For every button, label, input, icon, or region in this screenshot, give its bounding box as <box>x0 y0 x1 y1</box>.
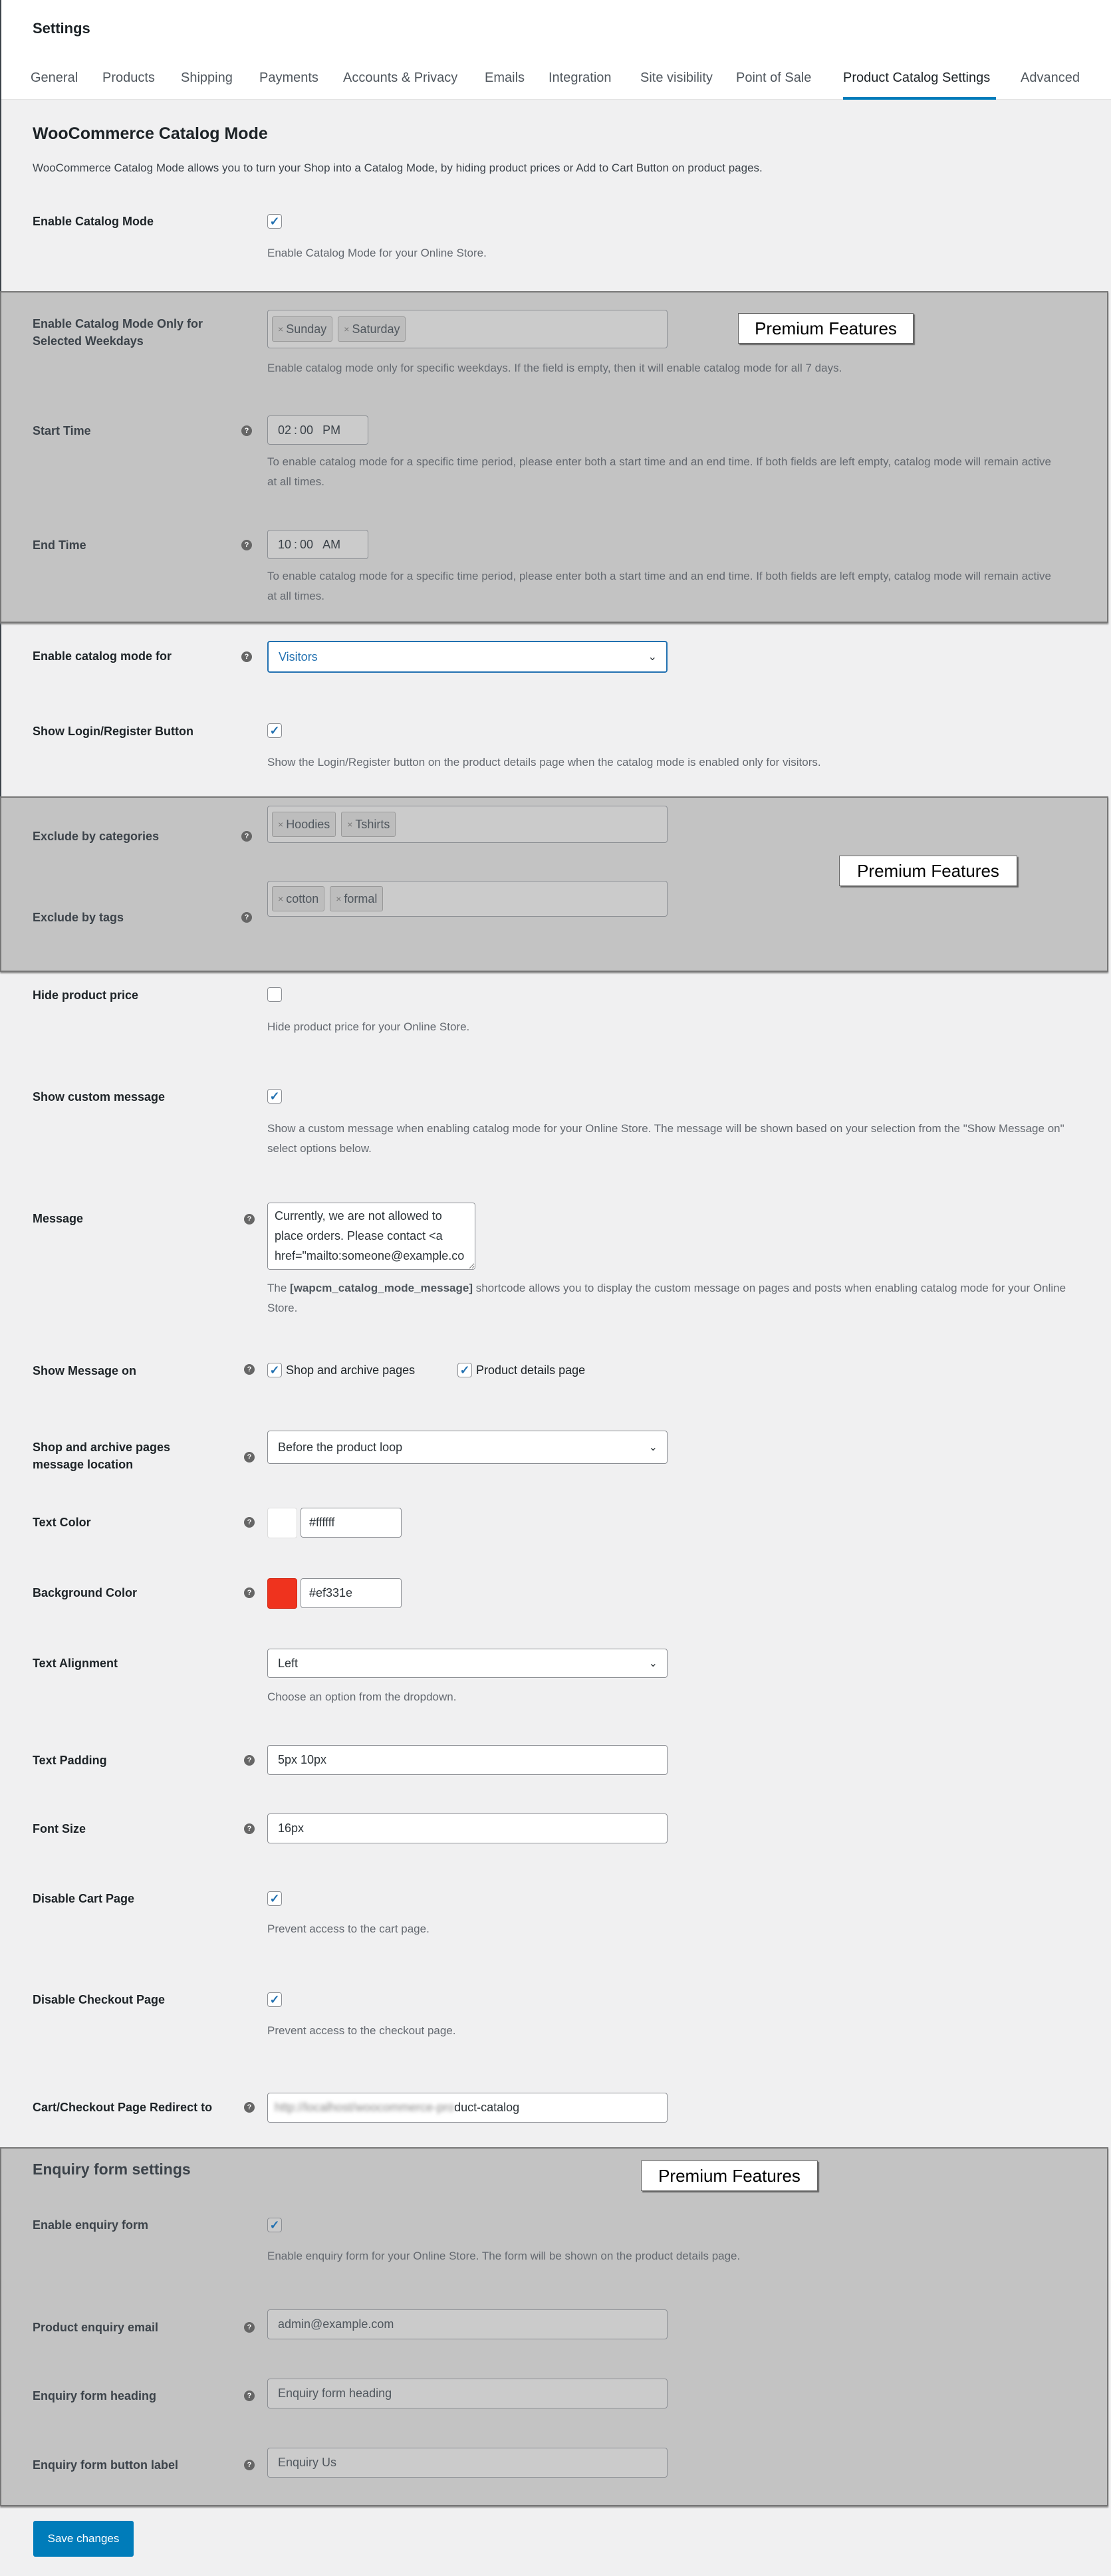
tab-emails[interactable]: Emails <box>485 70 525 85</box>
login-register-checkbox[interactable] <box>267 723 282 738</box>
enquiry-section-title: Enquiry form settings <box>33 2161 191 2178</box>
help-circle-icon[interactable]: ? <box>241 540 252 550</box>
hide-price-desc: Hide product price for your Online Store. <box>267 1020 470 1033</box>
end-time-desc: To enable catalog mode for a specific time period, please enter both a start time and an end time. If both fields are left empty, catalog mode will remain active at all times. <box>267 570 1051 602</box>
help-circle-icon[interactable]: ? <box>244 1214 255 1225</box>
help-circle-icon[interactable]: ? <box>244 2391 255 2401</box>
start-time-desc: To enable catalog mode for a specific time period, please enter both a start time and an end time. If both fields are left empty, catalog mode will remain active at all times. <box>267 455 1051 488</box>
hide-price-checkbox[interactable] <box>267 987 282 1002</box>
tab-point-of-sale[interactable]: Point of Sale <box>736 70 812 85</box>
enable-enquiry-checkbox[interactable] <box>267 2218 282 2232</box>
check-icon: ✓ <box>269 1993 280 2006</box>
enable-catalog-mode-checkbox[interactable] <box>267 214 282 229</box>
help-circle-icon[interactable]: ? <box>241 831 252 842</box>
start-time-label: Start Time <box>33 424 91 437</box>
remove-x-icon[interactable]: × <box>344 324 350 334</box>
tag-chip[interactable]: × cotton <box>272 886 324 911</box>
help-circle-icon[interactable]: ? <box>244 1517 255 1528</box>
premium-features-button[interactable]: Premium Features <box>839 856 1017 886</box>
end-time-input[interactable]: 10 : 00 AM <box>267 530 368 559</box>
text-color-label: Text Color <box>33 1516 91 1529</box>
premium-section-enquiry <box>0 2147 1108 2506</box>
enquiry-button-label-input[interactable]: Enquiry Us <box>267 2448 668 2478</box>
help-circle-icon[interactable]: ? <box>244 1364 255 1375</box>
enquiry-heading-input[interactable]: Enquiry form heading <box>267 2379 668 2408</box>
end-time-label: End Time <box>33 538 86 552</box>
help-circle-icon[interactable]: ? <box>241 912 252 923</box>
chevron-down-icon: ⌄ <box>648 1658 658 1669</box>
check-icon: ✓ <box>269 1363 280 1377</box>
message-location-select[interactable]: Before the product loop ⌄ <box>267 1431 668 1464</box>
help-circle-icon[interactable]: ? <box>244 1823 255 1834</box>
save-changes-button[interactable]: Save changes <box>33 2521 134 2557</box>
catalog-mode-for-select[interactable]: Visitors ⌄ <box>267 641 668 673</box>
exclude-categories-label: Exclude by categories <box>33 830 160 843</box>
text-alignment-label: Text Alignment <box>33 1657 118 1670</box>
weekday-chip[interactable]: × Saturday <box>338 316 406 342</box>
message-location-label: Shop and archive pages message location <box>33 1441 171 1471</box>
tab-site-visibility[interactable]: Site visibility <box>640 70 713 85</box>
custom-message-label: Show custom message <box>33 1090 166 1104</box>
font-size-label: Font Size <box>33 1822 86 1835</box>
tab-shipping[interactable]: Shipping <box>181 70 233 85</box>
active-tab-indicator <box>843 97 996 100</box>
premium-section-exclusions <box>0 796 1108 972</box>
redacted-url: http://localhost/woocommerce-pro <box>275 2101 455 2114</box>
text-color-input[interactable]: #ffffff <box>301 1508 402 1538</box>
message-desc: The [wapcm_catalog_mode_message] shortcode allows you to display the custom message on pages and posts when enabling catalog mode for your Online Store. <box>267 1282 1066 1314</box>
help-circle-icon[interactable]: ? <box>241 425 252 436</box>
tag-chip[interactable]: × formal <box>330 886 383 911</box>
disable-cart-checkbox[interactable] <box>267 1891 282 1906</box>
enable-enquiry-desc: Enable enquiry form for your Online Store. The form will be shown on the product details page. <box>267 2250 741 2262</box>
help-circle-icon[interactable]: ? <box>244 2102 255 2113</box>
shortcode: [wapcm_catalog_mode_message] <box>290 1282 473 1294</box>
show-on-shop-checkbox[interactable] <box>267 1363 282 1377</box>
hide-price-label: Hide product price <box>33 989 139 1002</box>
premium-section-schedule <box>0 291 1108 623</box>
bg-color-input[interactable]: #ef331e <box>301 1578 402 1608</box>
tab-general[interactable]: General <box>31 70 78 85</box>
remove-x-icon[interactable]: × <box>278 893 284 904</box>
enable-catalog-mode-desc: Enable Catalog Mode for your Online Store. <box>267 247 487 259</box>
weekdays-desc: Enable catalog mode only for specific weekdays. If the field is empty, then it will enable catalog mode for all 7 days. <box>267 362 842 374</box>
check-icon: ✓ <box>269 2218 280 2232</box>
help-circle-icon[interactable]: ? <box>244 2460 255 2470</box>
catalog-mode-for-label: Enable catalog mode for <box>33 649 172 663</box>
disable-checkout-desc: Prevent access to the checkout page. <box>267 2024 456 2037</box>
weekday-chip[interactable]: × Sunday <box>272 316 332 342</box>
premium-features-button[interactable]: Premium Features <box>738 313 914 344</box>
enquiry-button-label-label: Enquiry form button label <box>33 2458 178 2472</box>
chevron-down-icon: ⌄ <box>648 651 657 663</box>
font-size-input[interactable]: 16px <box>267 1814 668 1843</box>
redirect-input[interactable]: http://localhost/woocommerce-pro duct-catalog <box>267 2093 668 2123</box>
remove-x-icon[interactable]: × <box>278 819 284 830</box>
text-alignment-desc: Choose an option from the dropdown. <box>267 1691 457 1703</box>
enquiry-heading-label: Enquiry form heading <box>33 2389 157 2402</box>
login-register-label: Show Login/Register Button <box>33 725 193 738</box>
show-on-product-checkbox[interactable] <box>457 1363 472 1377</box>
message-label: Message <box>33 1212 84 1225</box>
section-title: WooCommerce Catalog Mode <box>33 124 268 143</box>
show-on-shop-option[interactable]: ✓ Shop and archive pages <box>267 1363 415 1377</box>
tab-advanced[interactable]: Advanced <box>1021 70 1080 85</box>
check-icon: ✓ <box>269 215 280 228</box>
bg-color-swatch[interactable] <box>267 1578 297 1609</box>
page-title: Settings <box>33 20 90 37</box>
disable-checkout-label: Disable Checkout Page <box>33 1993 166 2006</box>
tab-product-catalog-settings[interactable]: Product Catalog Settings <box>843 70 991 85</box>
premium-features-button[interactable]: Premium Features <box>641 2161 818 2191</box>
tab-payments[interactable]: Payments <box>259 70 318 85</box>
start-time-input[interactable]: 02 : 00 PM <box>267 415 368 445</box>
help-circle-icon[interactable]: ? <box>244 1755 255 1766</box>
remove-x-icon[interactable]: × <box>278 324 284 334</box>
text-color-swatch[interactable] <box>267 1508 297 1538</box>
enquiry-email-input[interactable]: admin@example.com <box>267 2309 668 2339</box>
tab-integration[interactable]: Integration <box>549 70 612 85</box>
custom-message-checkbox[interactable] <box>267 1089 282 1104</box>
check-icon: ✓ <box>269 1892 280 1905</box>
disable-cart-label: Disable Cart Page <box>33 1892 135 1905</box>
tab-accounts-privacy[interactable]: Accounts & Privacy <box>343 70 458 85</box>
exclude-tags-select[interactable] <box>267 881 668 917</box>
check-icon: ✓ <box>459 1363 470 1377</box>
enable-enquiry-label: Enable enquiry form <box>33 2218 149 2232</box>
enquiry-email-label: Product enquiry email <box>33 2321 159 2334</box>
category-chip[interactable]: × Tshirts <box>341 812 396 837</box>
message-textarea[interactable] <box>267 1203 475 1270</box>
text-padding-label: Text Padding <box>33 1754 107 1767</box>
text-alignment-select[interactable]: Left ⌄ <box>267 1649 668 1678</box>
enable-catalog-mode-label: Enable Catalog Mode <box>33 215 154 228</box>
help-circle-icon[interactable]: ? <box>241 651 252 662</box>
show-on-product-option[interactable]: ✓ Product details page <box>457 1363 585 1377</box>
section-intro: WooCommerce Catalog Mode allows you to turn your Shop into a Catalog Mode, by hiding product prices or Add to Cart Button on product pages. <box>33 162 763 174</box>
disable-checkout-checkbox[interactable] <box>267 1992 282 2007</box>
remove-x-icon[interactable]: × <box>336 893 342 904</box>
check-icon: ✓ <box>269 1090 280 1103</box>
weekdays-label: Enable Catalog Mode Only for Selected Weekdays <box>33 317 203 348</box>
weekdays-select[interactable] <box>267 310 668 348</box>
help-circle-icon[interactable]: ? <box>244 1587 255 1598</box>
tab-products[interactable]: Products <box>102 70 155 85</box>
exclude-categories-select[interactable] <box>267 806 668 843</box>
show-message-on-label: Show Message on <box>33 1364 137 1377</box>
text-padding-input[interactable]: 5px 10px <box>267 1745 668 1775</box>
help-circle-icon[interactable]: ? <box>244 1452 255 1463</box>
redirect-label: Cart/Checkout Page Redirect to <box>33 2101 213 2114</box>
disable-cart-desc: Prevent access to the cart page. <box>267 1923 430 1935</box>
custom-message-desc: Show a custom message when enabling catalog mode for your Online Store. The message will be shown based on your selection from the "Show Message on" select options below. <box>267 1122 1064 1155</box>
login-register-desc: Show the Login/Register button on the product details page when the catalog mode is enabled only for visitors. <box>267 756 821 768</box>
category-chip[interactable]: × Hoodies <box>272 812 336 837</box>
bg-color-label: Background Color <box>33 1586 138 1599</box>
help-circle-icon[interactable]: ? <box>244 2322 255 2333</box>
chevron-down-icon: ⌄ <box>648 1442 658 1453</box>
exclude-tags-label: Exclude by tags <box>33 911 124 924</box>
remove-x-icon[interactable]: × <box>347 819 353 830</box>
check-icon: ✓ <box>269 724 280 737</box>
